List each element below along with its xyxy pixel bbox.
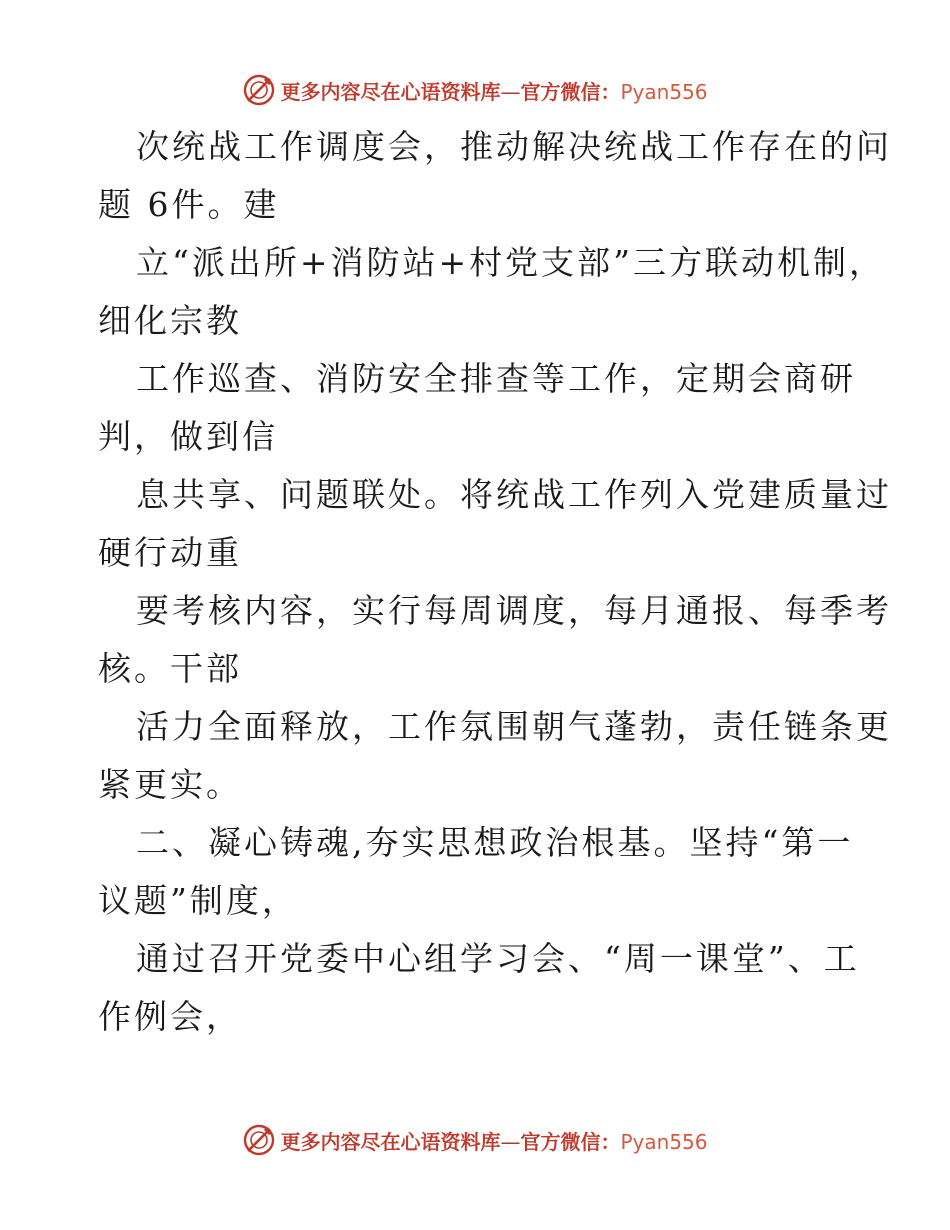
logo-icon	[242, 73, 276, 107]
paragraph	[98, 814, 858, 930]
paragraph-line: 题 6件。建	[98, 185, 280, 224]
paragraph-line: 判，做到信	[98, 417, 278, 456]
banner-wechat-id: Pyan556	[620, 79, 708, 104]
banner-text	[280, 1126, 707, 1155]
paragraph-line: 活力全面释放，工作氛围朝气蓬勃，责任链条更	[136, 707, 892, 746]
banner-dash: —	[500, 1129, 521, 1154]
header-banner	[0, 70, 950, 110]
banner-wechat-label: 官方微信：	[520, 79, 621, 104]
paragraph	[98, 234, 886, 350]
paragraph-line: 二、凝心铸魂,夯实思想政治根基。坚持“第一	[136, 823, 854, 862]
paragraph-line: 工作巡查、消防安全排查等工作，定期会商研	[136, 359, 856, 398]
paragraph	[98, 582, 892, 698]
paragraph-line: 次统战工作调度会，推动解决统战工作存在的问	[136, 127, 892, 166]
paragraph-line: 议题”制度，	[98, 881, 298, 920]
paragraph	[98, 930, 858, 1046]
banner-main-text: 更多内容尽在心语资料库	[280, 1129, 501, 1154]
footer-banner	[0, 1120, 950, 1160]
logo-icon	[242, 1123, 276, 1157]
paragraph-line: 核。干部	[98, 649, 242, 688]
paragraph-line: 紧更实。	[98, 765, 242, 804]
paragraph-line: 息共享、问题联处。将统战工作列入党建质量过	[136, 475, 892, 514]
banner-main-text: 更多内容尽在心语资料库	[280, 79, 501, 104]
paragraph	[98, 466, 892, 582]
banner-wechat-label: 官方微信：	[520, 1129, 621, 1154]
paragraph	[98, 698, 892, 814]
paragraph	[98, 118, 892, 234]
paragraph-line: 立“派出所+消防站+村党支部”三方联动机制，	[136, 243, 886, 282]
document-body	[98, 118, 892, 1046]
banner-wechat-id: Pyan556	[620, 1129, 708, 1154]
paragraph-line: 细化宗教	[98, 301, 242, 340]
paragraph-line: 要考核内容，实行每周调度，每月通报、每季考	[136, 591, 892, 630]
paragraph-line: 通过召开党委中心组学习会、“周一课堂”、工	[136, 939, 860, 978]
paragraph-line: 作例会，	[98, 997, 242, 1036]
banner-text	[280, 76, 707, 105]
paragraph	[98, 350, 858, 466]
paragraph-line: 硬行动重	[98, 533, 242, 572]
banner-dash: —	[500, 79, 521, 104]
